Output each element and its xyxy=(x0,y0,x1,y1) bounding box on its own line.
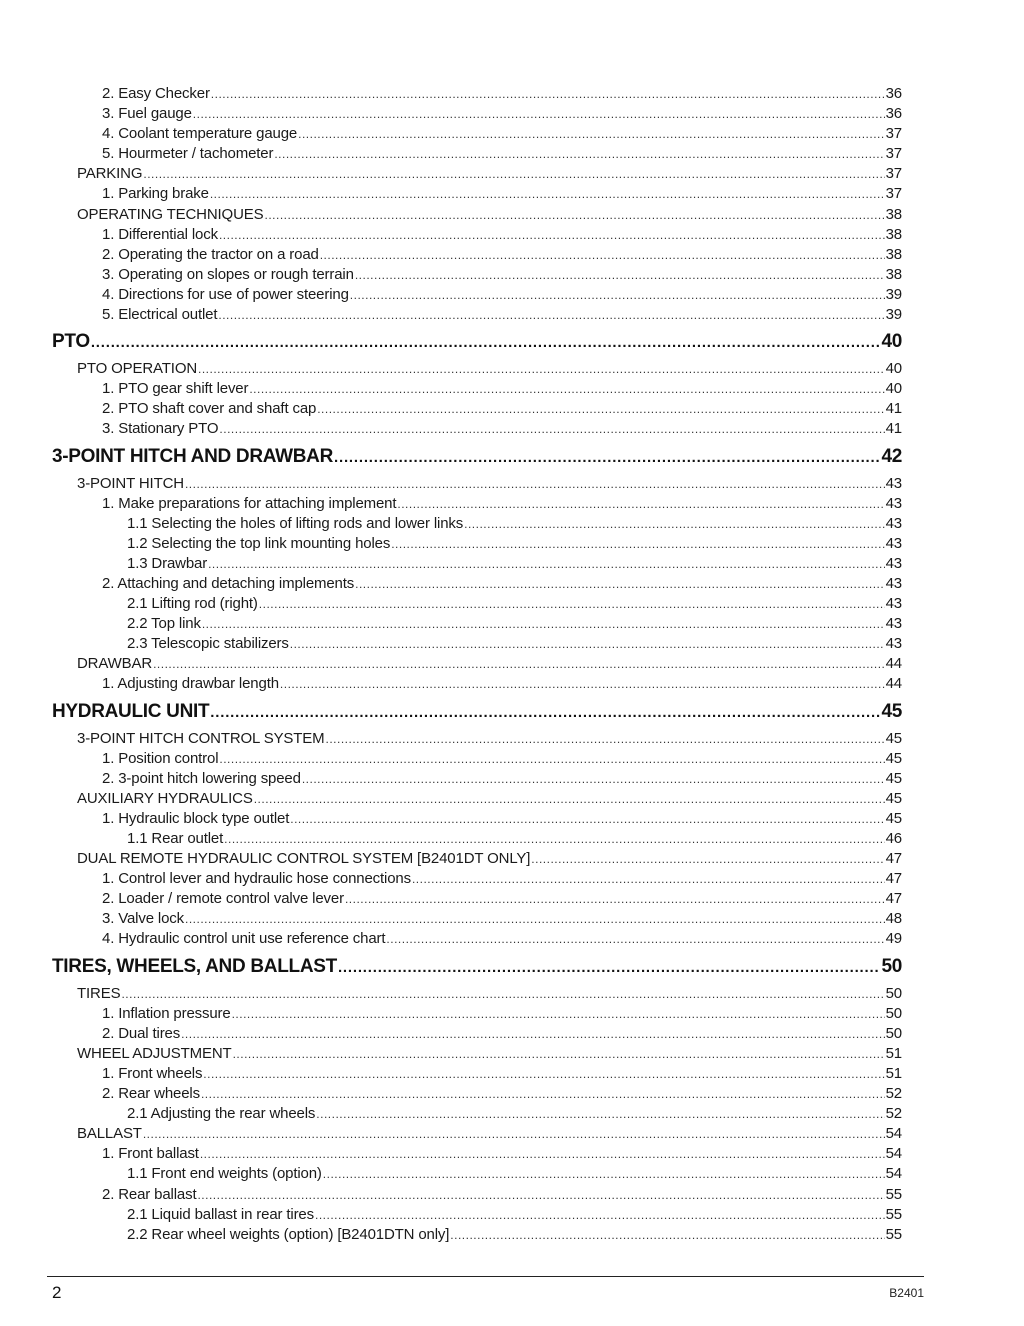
footer-page-number: 2 xyxy=(52,1283,62,1302)
toc-entry-label: 1. PTO gear shift lever xyxy=(102,380,249,398)
dot-leader xyxy=(334,441,880,475)
toc-entry-label: DRAWBAR xyxy=(77,655,153,673)
toc-chapter-entry[interactable] xyxy=(52,325,902,359)
toc-entry-page-number: 37 xyxy=(885,145,902,163)
toc-entry-label: 5. Hourmeter / tachometer xyxy=(102,145,274,163)
toc-subsection-entry[interactable] xyxy=(52,124,902,144)
toc-entry-page-number: 40 xyxy=(885,380,902,398)
toc-entry-label: 1. Parking brake xyxy=(102,185,209,203)
toc-entry-page-number: 37 xyxy=(885,125,902,143)
toc-entry-label: 3-POINT HITCH CONTROL SYSTEM xyxy=(77,729,325,747)
toc-subsection-entry[interactable] xyxy=(52,809,902,829)
toc-subsubsection-entry[interactable] xyxy=(52,634,902,654)
toc-entry-page-number: 43 xyxy=(885,554,902,572)
toc-subsubsection-entry[interactable] xyxy=(52,514,902,534)
toc-entry-label: 2.1 Lifting rod (right) xyxy=(127,595,258,613)
dot-leader xyxy=(264,205,884,225)
toc-entry-page-number: 49 xyxy=(885,930,902,948)
toc-entry-page-number: 45 xyxy=(885,809,902,827)
dot-leader xyxy=(290,809,884,829)
dot-leader xyxy=(259,594,885,614)
toc-entry-page-number: 37 xyxy=(885,165,902,183)
toc-entry-label: 1. Inflation pressure xyxy=(102,1004,231,1022)
toc-entry-label: PTO OPERATION xyxy=(77,360,198,378)
dot-leader xyxy=(316,1104,884,1124)
dot-leader xyxy=(412,869,885,889)
toc-entry-page-number: 45 xyxy=(881,700,902,722)
toc-subsection-entry[interactable] xyxy=(52,245,902,265)
toc-entry-label: 2. 3-point hitch lowering speed xyxy=(102,769,301,787)
toc-subsection-entry[interactable] xyxy=(52,379,902,399)
dot-leader xyxy=(355,574,884,594)
toc-entry-label: TIRES xyxy=(77,984,121,1002)
toc-entry-label: 2. Attaching and detaching implements xyxy=(102,574,355,592)
dot-leader xyxy=(193,104,885,124)
dot-leader xyxy=(185,474,885,494)
toc-entry-page-number: 46 xyxy=(885,830,902,847)
toc-entry-label: 2. Rear wheels xyxy=(102,1085,200,1103)
toc-entry-page-number: 43 xyxy=(885,595,902,613)
toc-entry-page-number: 47 xyxy=(885,870,902,888)
toc-entry-page-number: 43 xyxy=(885,494,902,512)
dot-leader xyxy=(326,729,885,749)
dot-leader xyxy=(280,674,885,694)
toc-subsubsection-entry[interactable] xyxy=(52,1164,902,1184)
toc-section-entry[interactable] xyxy=(52,654,902,674)
toc-entry-page-number: 54 xyxy=(885,1165,902,1183)
dot-leader xyxy=(219,225,885,245)
dot-leader xyxy=(143,164,884,184)
toc-subsection-entry[interactable] xyxy=(52,265,902,285)
toc-entry-page-number: 50 xyxy=(881,955,902,977)
toc-entry-page-number: 45 xyxy=(885,769,902,787)
toc-entry-page-number: 52 xyxy=(885,1085,902,1103)
toc-subsubsection-entry[interactable] xyxy=(52,1205,902,1225)
toc-entry-label: 2.1 Adjusting the rear wheels xyxy=(127,1105,316,1123)
dot-leader xyxy=(531,849,884,869)
toc-entry-label: 2. PTO shaft cover and shaft cap xyxy=(102,400,317,418)
toc-subsection-entry[interactable] xyxy=(52,1144,902,1164)
toc-section-entry[interactable] xyxy=(52,205,902,225)
dot-leader xyxy=(219,419,884,439)
dot-leader xyxy=(338,951,881,985)
dot-leader xyxy=(386,929,884,949)
toc-entry-label: 3-POINT HITCH xyxy=(77,474,184,492)
dot-leader xyxy=(218,305,884,325)
toc-entry-page-number: 54 xyxy=(885,1125,902,1143)
toc-subsection-entry[interactable] xyxy=(52,144,902,164)
toc-entry-page-number: 36 xyxy=(885,105,902,123)
toc-section-entry[interactable] xyxy=(52,984,902,1004)
footer-divider xyxy=(47,1276,924,1277)
toc-entry-label: 2. Easy Checker xyxy=(102,85,210,102)
toc-entry-page-number: 41 xyxy=(885,420,902,438)
dot-leader xyxy=(391,534,884,554)
toc-entry-page-number: 51 xyxy=(885,1064,902,1082)
toc-entry-page-number: 37 xyxy=(885,185,902,203)
toc-entry-page-number: 43 xyxy=(885,514,902,532)
toc-section-entry[interactable] xyxy=(52,164,902,184)
toc-subsubsection-entry[interactable] xyxy=(52,614,902,634)
toc-entry-page-number: 40 xyxy=(885,360,902,378)
toc-entry-page-number: 45 xyxy=(885,789,902,807)
toc-entry-label: 5. Electrical outlet xyxy=(102,306,218,324)
toc-entry-page-number: 50 xyxy=(885,1024,902,1042)
toc-entry-page-number: 43 xyxy=(885,635,902,653)
toc-section-entry[interactable] xyxy=(52,729,902,749)
toc-entry-label: 4. Hydraulic control unit use reference chart xyxy=(102,930,386,948)
toc-subsection-entry[interactable] xyxy=(52,574,902,594)
dot-leader xyxy=(201,1084,885,1104)
toc-entry-page-number: 41 xyxy=(885,400,902,418)
toc-entry-page-number: 38 xyxy=(885,245,902,263)
toc-entry-label: 3. Stationary PTO xyxy=(102,420,219,438)
dot-leader xyxy=(450,1225,884,1245)
dot-leader xyxy=(181,1024,885,1044)
toc-entry-label: 1. Front wheels xyxy=(102,1064,203,1082)
toc-subsection-entry[interactable] xyxy=(52,749,902,769)
toc-entry-page-number: 45 xyxy=(885,749,902,767)
dot-leader xyxy=(249,379,884,399)
toc-entry-page-number: 40 xyxy=(881,331,902,353)
dot-leader xyxy=(185,909,885,929)
toc-entry-label: 2. Operating the tractor on a road xyxy=(102,245,319,263)
toc-subsubsection-entry[interactable] xyxy=(52,1225,902,1245)
toc-entry-page-number: 55 xyxy=(885,1205,902,1223)
toc-entry-label: WHEEL ADJUSTMENT xyxy=(77,1044,232,1062)
toc-subsection-entry[interactable] xyxy=(52,1004,902,1024)
dot-leader xyxy=(210,184,885,204)
toc-chapter-entry[interactable] xyxy=(52,440,902,474)
dot-leader xyxy=(254,789,885,809)
toc-subsection-entry[interactable] xyxy=(52,84,902,104)
toc-entry-page-number: 51 xyxy=(885,1044,902,1062)
dot-leader xyxy=(397,494,884,514)
dot-leader xyxy=(224,829,884,849)
toc-entry-page-number: 52 xyxy=(885,1105,902,1123)
toc-entry-page-number: 47 xyxy=(885,890,902,908)
toc-entry-page-number: 43 xyxy=(885,534,902,552)
toc-entry-page-number: 39 xyxy=(885,285,902,303)
toc-subsubsection-entry[interactable] xyxy=(52,534,902,554)
dot-leader xyxy=(91,326,881,360)
dot-leader xyxy=(219,749,884,769)
toc-entry-label: 3. Operating on slopes or rough terrain xyxy=(102,265,354,283)
dot-leader xyxy=(232,1004,885,1024)
footer-model-name: B2401 xyxy=(889,1286,924,1300)
toc-entry-label: 3. Valve lock xyxy=(102,910,184,928)
toc-subsubsection-entry[interactable] xyxy=(52,1104,902,1124)
toc-entry-label: 2. Rear ballast xyxy=(102,1185,197,1203)
toc-entry-label: OPERATING TECHNIQUES xyxy=(77,205,264,223)
toc-subsection-entry[interactable] xyxy=(52,1084,902,1104)
toc-entry-page-number: 42 xyxy=(881,445,902,467)
toc-entry-label: 1. Adjusting drawbar length xyxy=(102,675,279,693)
toc-entry-page-number: 54 xyxy=(885,1145,902,1163)
toc-subsection-entry[interactable] xyxy=(52,674,902,694)
toc-subsection-entry[interactable] xyxy=(52,869,902,889)
toc-entry-label: 1.1 Selecting the holes of lifting rods and lower links xyxy=(127,514,464,532)
dot-leader xyxy=(198,359,885,379)
toc-entry-label: 2. Dual tires xyxy=(102,1024,181,1042)
toc-section-entry[interactable] xyxy=(52,359,902,379)
dot-leader xyxy=(355,265,885,285)
dot-leader xyxy=(317,399,884,419)
toc-entry-label: AUXILIARY HYDRAULICS xyxy=(77,789,253,807)
dot-leader xyxy=(153,654,885,674)
toc-entry-page-number: 44 xyxy=(885,655,902,673)
toc-entry-label: 4. Coolant temperature gauge xyxy=(102,125,298,143)
toc-section-entry[interactable] xyxy=(52,474,902,494)
toc-entry-label: 2.1 Liquid ballast in rear tires xyxy=(127,1205,314,1223)
table-of-contents xyxy=(52,84,902,1245)
toc-chapter-entry[interactable] xyxy=(52,695,902,729)
toc-subsection-entry[interactable] xyxy=(52,225,902,245)
dot-leader xyxy=(290,634,885,654)
toc-subsection-entry[interactable] xyxy=(52,909,902,929)
toc-entry-page-number: 39 xyxy=(885,306,902,324)
toc-entry-label: 1.3 Drawbar xyxy=(127,554,208,572)
toc-entry-page-number: 50 xyxy=(885,1004,902,1022)
dot-leader xyxy=(200,1144,885,1164)
toc-chapter-entry[interactable] xyxy=(52,950,902,984)
toc-entry-page-number: 43 xyxy=(885,615,902,633)
dot-leader xyxy=(345,889,885,909)
toc-entry-page-number: 50 xyxy=(885,984,902,1002)
toc-subsection-entry[interactable] xyxy=(52,889,902,909)
toc-entry-page-number: 45 xyxy=(885,729,902,747)
dot-leader xyxy=(298,124,885,144)
toc-section-entry[interactable] xyxy=(52,1044,902,1064)
toc-entry-page-number: 47 xyxy=(885,850,902,868)
toc-entry-label: BALLAST xyxy=(77,1125,142,1143)
toc-subsection-entry[interactable] xyxy=(52,1024,902,1044)
toc-entry-label: 1. Control lever and hydraulic hose connections xyxy=(102,870,411,888)
toc-entry-page-number: 38 xyxy=(885,205,902,223)
toc-subsection-entry[interactable] xyxy=(52,494,902,514)
dot-leader xyxy=(197,1185,884,1205)
dot-leader xyxy=(464,514,884,534)
toc-subsubsection-entry[interactable] xyxy=(52,594,902,614)
toc-entry-label: DUAL REMOTE HYDRAULIC CONTROL SYSTEM [B2401DT ONLY] xyxy=(77,850,531,868)
dot-leader xyxy=(315,1205,885,1225)
toc-subsubsection-entry[interactable] xyxy=(52,829,902,849)
toc-entry-label: TIRES, WHEELS, AND BALLAST xyxy=(52,955,337,977)
dot-leader xyxy=(208,554,885,574)
toc-entry-page-number: 43 xyxy=(885,574,902,592)
toc-entry-page-number: 48 xyxy=(885,910,902,928)
toc-entry-label: 1. Differential lock xyxy=(102,225,218,243)
toc-entry-label: 1. Front ballast xyxy=(102,1145,199,1163)
toc-entry-page-number: 55 xyxy=(885,1185,902,1203)
toc-subsection-entry[interactable] xyxy=(52,305,902,325)
dot-leader xyxy=(210,696,880,730)
dot-leader xyxy=(211,84,885,104)
toc-entry-page-number: 36 xyxy=(885,85,902,102)
toc-entry-page-number: 44 xyxy=(885,675,902,693)
toc-entry-label: PTO xyxy=(52,331,90,353)
toc-subsection-entry[interactable] xyxy=(52,184,902,204)
toc-subsection-entry[interactable] xyxy=(52,399,902,419)
toc-entry-label: 2.3 Telescopic stabilizers xyxy=(127,635,289,653)
toc-subsection-entry[interactable] xyxy=(52,285,902,305)
toc-entry-page-number: 38 xyxy=(885,265,902,283)
toc-entry-label: 2. Loader / remote control valve lever xyxy=(102,890,344,908)
dot-leader xyxy=(350,285,885,305)
toc-entry-label: 1.1 Rear outlet xyxy=(127,830,224,847)
dot-leader xyxy=(302,769,885,789)
toc-subsection-entry[interactable] xyxy=(52,929,902,949)
toc-entry-label: 1. Position control xyxy=(102,749,219,767)
toc-section-entry[interactable] xyxy=(52,1124,902,1144)
toc-subsection-entry[interactable] xyxy=(52,1064,902,1084)
toc-subsection-entry[interactable] xyxy=(52,769,902,789)
toc-entry-label: 1.2 Selecting the top link mounting holes xyxy=(127,534,391,552)
toc-entry-label: 4. Directions for use of power steering xyxy=(102,285,349,303)
toc-entry-page-number: 55 xyxy=(885,1225,902,1243)
toc-entry-label: 1.1 Front end weights (option) xyxy=(127,1165,322,1183)
toc-entry-label: 3-POINT HITCH AND DRAWBAR xyxy=(52,445,334,467)
toc-entry-label: 2.2 Top link xyxy=(127,615,201,633)
toc-entry-label: 2.2 Rear wheel weights (option) [B2401DTN only] xyxy=(127,1225,450,1243)
dot-leader xyxy=(121,984,884,1004)
toc-subsubsection-entry[interactable] xyxy=(52,554,902,574)
dot-leader xyxy=(323,1164,885,1184)
toc-entry-label: 1. Hydraulic block type outlet xyxy=(102,809,290,827)
dot-leader xyxy=(143,1124,885,1144)
toc-entry-label: PARKING xyxy=(77,165,143,183)
dot-leader xyxy=(203,1064,884,1084)
dot-leader xyxy=(320,245,885,265)
toc-subsection-entry[interactable] xyxy=(52,419,902,439)
toc-section-entry[interactable] xyxy=(52,789,902,809)
toc-section-entry[interactable] xyxy=(52,849,902,869)
toc-subsection-entry[interactable] xyxy=(52,1185,902,1205)
toc-entry-page-number: 38 xyxy=(885,225,902,243)
toc-entry-label: 1. Make preparations for attaching implement xyxy=(102,494,397,512)
dot-leader xyxy=(202,614,885,634)
toc-entry-label: HYDRAULIC UNIT xyxy=(52,700,210,722)
toc-entry-page-number: 43 xyxy=(885,474,902,492)
dot-leader xyxy=(233,1044,885,1064)
toc-subsection-entry[interactable] xyxy=(52,104,902,124)
dot-leader xyxy=(274,144,884,164)
toc-entry-label: 3. Fuel gauge xyxy=(102,105,192,123)
